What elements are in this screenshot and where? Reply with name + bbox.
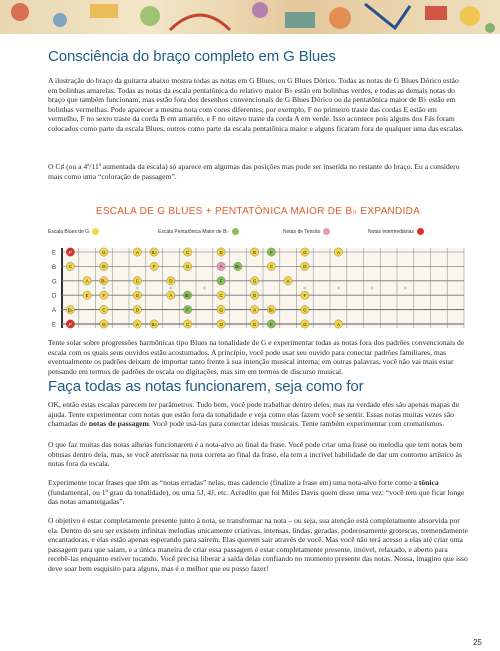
legend-item-passing xyxy=(368,228,424,235)
paragraph-practice: Tente solar sobre progressões harmônicas tipo Blues na tonalidade de G e experimentar todas as notas fora dos padrões convencionais de escala com os quais seus ouvidos estão acostumados. A princípio, você pode usar seu ouvido para conectar padrões familiares, mas eventualmente os padrões deixam de importar tanto frente à sua intenção musical interna; em outras palavras, você não vai mais estar pensando em termos de padrões de escala ou digitações, mas sim em termos de discurso musical. xyxy=(48,338,465,376)
fretboard-note xyxy=(100,277,108,285)
string-label: A xyxy=(52,308,57,315)
note-label: C xyxy=(219,293,223,298)
note-label: F xyxy=(68,321,72,327)
note-label: B♭ xyxy=(235,264,241,270)
note-label: B♭ xyxy=(151,321,157,327)
fret-marker xyxy=(370,287,373,290)
fret-marker xyxy=(404,287,407,290)
legend-swatch-yellow xyxy=(92,228,99,235)
fretboard-grid xyxy=(52,248,464,329)
fretboard-chart-title: ESCALA DE G BLUES + PENTATÔNICA MAIOR DE B♭ EXPANDIDA xyxy=(95,206,421,217)
fretboard-note xyxy=(217,291,225,299)
tonic-term: tônica xyxy=(418,478,439,487)
note-label: D xyxy=(252,293,257,298)
legend-label-pentatonic: Escala Pentatônica Maior de B♭ xyxy=(158,228,229,235)
fret-marker xyxy=(337,287,340,290)
fretboard-note xyxy=(284,277,292,285)
fretboard-note xyxy=(167,291,175,299)
fretboard-note xyxy=(183,320,191,328)
fretboard-note xyxy=(66,248,74,256)
note-label: D xyxy=(169,278,173,284)
legend-item-tension xyxy=(283,228,330,235)
fretboard-note xyxy=(133,248,141,256)
note-label: G xyxy=(102,249,106,255)
note-label: A xyxy=(135,249,139,255)
fretboard-note xyxy=(100,305,108,313)
note-label: G xyxy=(219,307,223,313)
fret-marker xyxy=(303,287,306,290)
fretboard-note xyxy=(250,291,258,299)
wrong-notes-text-b: (fundamental, ou 1º grau da tonalidade), ou uma 5J, 4J, etc. Acredito que foi Miles Davis quem disse uma vez: “você tem que ficar longe das notas amanteigadas”. xyxy=(48,487,465,507)
fretboard-note xyxy=(66,320,74,328)
fretboard-note xyxy=(267,305,275,313)
note-label: F xyxy=(152,264,156,270)
fretboard-note xyxy=(301,262,309,270)
fretboard-note xyxy=(250,277,258,285)
passing-notes-term: notas de passagem xyxy=(88,419,149,429)
fretboard-note xyxy=(100,262,108,270)
note-label: C xyxy=(185,249,190,255)
fretboard-note xyxy=(250,320,258,328)
legend-item-blues xyxy=(48,228,99,235)
fretboard-note xyxy=(267,320,275,328)
fretboard-note xyxy=(183,262,191,270)
fretboard-note xyxy=(250,305,258,313)
fretboard-note xyxy=(217,320,225,328)
fretboard-note xyxy=(301,320,309,328)
passing-notes-text-b: . Você pode usá-las para conectar ideias musicais. Tente também experimentar com cromatismos. xyxy=(148,419,445,429)
fretboard-note xyxy=(133,291,141,299)
note-label: D xyxy=(102,264,106,270)
fret-marker xyxy=(203,287,206,290)
fretboard-note xyxy=(301,291,309,299)
banner-art xyxy=(0,0,500,34)
note-label: C xyxy=(303,307,307,313)
note-label: C xyxy=(269,264,274,270)
fretboard-note xyxy=(301,248,309,256)
fretboard-note xyxy=(267,248,275,256)
fretboard-note xyxy=(217,305,225,313)
paragraph-intro: A ilustração do braço da guitarra abaixo mostra todas as notas em G Blues, ou G Blues Dórico. Todas as notas de G Blues Dórico estão em bolinhas amarelas. Todas as notas da escala pentatônica do relativo maior B♭ estão em bolinhas verdes, e todas as demais notas do braço que também funcionam, mas estão fora dos desenhos convencionais de G Blues Dórico ou da pentatônica maior de B♭ estão em bolinhas vermelhas. Pode aparecer a mesma nota com cores diferentes; por exemplo, F no primeiro traste das cordas E estão em vermelho, F no sexto traste da corda B em amarelo, e F no oitavo traste da corda A em verde. Isso acontece pois alguns dos Fás foram colocados como parte da escala Blues, outros como parte da escala pentatônica maior e alguns ficaram fora de qualquer uma das escalas. xyxy=(48,76,464,133)
fretboard-note xyxy=(150,262,158,270)
fretboard-note xyxy=(334,248,342,256)
note-label: F xyxy=(219,278,223,284)
note-label: B♭ xyxy=(268,307,274,313)
note-label: D xyxy=(303,264,307,270)
fretboard-note xyxy=(250,248,258,256)
note-label: A xyxy=(135,321,139,327)
note-label: A xyxy=(85,278,89,284)
fretboard-note xyxy=(100,291,108,299)
wrong-notes-text-a: Experimente tocar frases que têm as “notas erradas” nelas, mas cadencie (finalize a frase em) uma nota-alvo forte como a xyxy=(48,478,419,487)
legend-swatch-pink xyxy=(323,228,330,235)
fretboard-note xyxy=(133,277,141,285)
note-label: F xyxy=(269,249,273,255)
legend-label-tension: Notas de Tensão xyxy=(283,228,321,235)
fretboard-note xyxy=(217,248,225,256)
section-title-fretboard-awareness: Consciência do braço completo em G Blues xyxy=(48,48,336,65)
fretboard-note xyxy=(334,320,342,328)
page-number: 25 xyxy=(473,638,482,647)
note-label: G xyxy=(185,264,190,270)
string-label: B xyxy=(52,264,57,271)
note-label: A xyxy=(219,264,223,270)
note-label: F xyxy=(102,293,106,298)
string-label: D xyxy=(52,293,57,300)
fretboard-note xyxy=(183,291,191,299)
fretboard-note xyxy=(66,262,74,270)
passing-notes-text-a: OK, então estas escalas parecem ter parâmetros. Tudo bem, você pode trabalhar dentro deles, mas na verdade eles são apenas mapas de ajuda. Tente experimentar com notas que estão fora da tonalidade e veja como elas fazem você se sentir. Essas notas muitas vezes são chamadas de xyxy=(48,400,459,429)
fretboard-legend xyxy=(48,228,468,238)
fretboard-note xyxy=(167,277,175,285)
fretboard-note xyxy=(183,305,191,313)
note-label: A xyxy=(253,307,257,313)
note-label: B♭ xyxy=(151,249,157,255)
note-label: A xyxy=(169,293,173,298)
fretboard-note xyxy=(66,305,74,313)
section-title-all-notes-work: Faça todas as notas funcionarem, seja como for xyxy=(48,378,364,395)
note-label: A xyxy=(336,249,340,255)
fretboard-note xyxy=(83,291,91,299)
fretboard-note xyxy=(100,248,108,256)
paragraph-passing-notes xyxy=(48,400,468,429)
fretboard-note xyxy=(83,277,91,285)
string-label: E xyxy=(52,322,57,329)
fret-marker xyxy=(169,287,172,290)
note-label: F xyxy=(303,293,307,298)
fret-marker xyxy=(136,287,139,290)
note-label: B♭ xyxy=(67,307,73,313)
fretboard-note xyxy=(234,262,242,270)
fretboard-note xyxy=(133,305,141,313)
note-label: A xyxy=(286,278,290,284)
note-label: E xyxy=(253,321,257,327)
note-label: D xyxy=(219,321,223,327)
string-label: E xyxy=(52,250,57,257)
fretboard-note xyxy=(217,277,225,285)
fret-marker xyxy=(102,287,105,290)
note-label: C xyxy=(102,307,106,313)
note-label: C xyxy=(68,264,73,270)
note-label: E xyxy=(85,293,89,298)
note-label: D xyxy=(135,307,140,313)
note-label: E xyxy=(253,249,257,255)
header-illustration-banner xyxy=(0,0,500,34)
note-label: G xyxy=(135,293,140,298)
paragraph-wrong-notes xyxy=(48,478,468,507)
fretboard-note xyxy=(301,305,309,313)
legend-swatch-red xyxy=(417,228,424,235)
note-label: F xyxy=(186,307,190,313)
note-label: F xyxy=(269,321,273,327)
note-label: G xyxy=(252,278,257,284)
fretboard-note xyxy=(217,262,225,270)
paragraph-csharp: O C♯ (ou a 4ª/11ª aumentada da escala) só aparece em algumas das posições mas pode ser inserida no restante do braço. Eu a considero mais como uma “coloração de passagem”. xyxy=(48,162,460,181)
legend-label-blues: Escala Blues de G xyxy=(48,228,90,235)
legend-item-pentatonic xyxy=(158,228,239,235)
string-label: G xyxy=(52,279,57,286)
fretboard-diagram xyxy=(48,244,468,332)
paragraph-target-note: O que faz muitas das notas alheias funcionarem é a nota-alvo ao final da frase. Você pode criar uma frase ou melodia que tem notas bem obtusas dentro dela, mas, se você aterrissar na nota correta ao final da frase, ela tem a incrível habilidade de dar um contorno artístico às notas fora da escala. xyxy=(48,440,463,469)
note-label: G xyxy=(303,249,307,255)
legend-label-passing: Notas intermediárias xyxy=(368,228,414,235)
note-label: G xyxy=(102,321,106,327)
paragraph-presence: O objetivo é estar completamente presente junto à nota, se transformar na nota – ou seja, sua atenção está completamente absorvida por ela. Dentro do seu ser existem infinitas melodias unicamente criativas, intensas, lindas, geradas, poderosamente grotescas, tremendamente encantadoras, e elas estão apenas esperando para saírem. Elas querem sair através de você. Mas você não terá acesso a elas até criar uma passagem para que saiam, e a única maneira de criar essa passagem é estar completamente presente, imóvel, relaxado, e aberto para recebê-las enquanto estiver tocando. Você precisa liberar a saída delas confiando no momento presente das notas. Nossa, imagino que isso deve soar bem esquisito para alguns, mas é o melhor que eu posso fazer! xyxy=(48,516,468,573)
fretboard-note xyxy=(150,248,158,256)
note-label: C xyxy=(135,278,140,284)
fretboard-note xyxy=(267,262,275,270)
legend-swatch-green xyxy=(232,228,239,235)
fretboard-note xyxy=(133,320,141,328)
note-label: F xyxy=(68,249,72,255)
fretboard-note xyxy=(100,320,108,328)
note-label: B♭ xyxy=(185,293,191,298)
note-label: A xyxy=(336,321,340,327)
note-label: D xyxy=(219,249,223,255)
note-label: G xyxy=(303,321,307,327)
note-label: C xyxy=(185,321,190,327)
fretboard-note xyxy=(150,320,158,328)
note-label: B♭ xyxy=(101,278,107,284)
fretboard-note xyxy=(183,248,191,256)
